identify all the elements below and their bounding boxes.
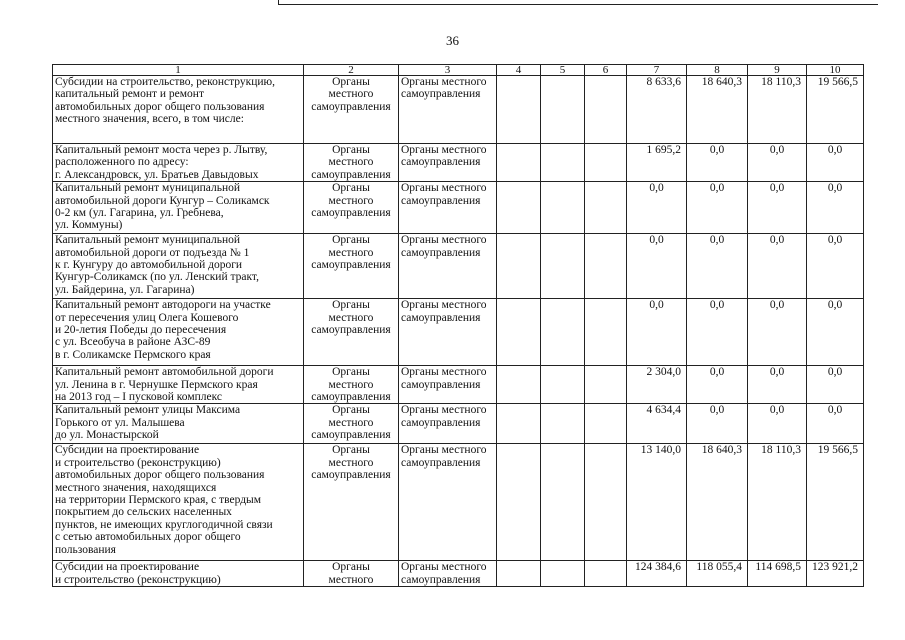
item-name-cell-line: пунктов, не имеющих круглогодичной связи	[55, 518, 273, 531]
empty-cell	[497, 444, 541, 561]
value-cell-v8: 0,0	[687, 234, 748, 299]
empty-cell	[585, 299, 627, 366]
value-cell-v9: 0,0	[748, 182, 807, 234]
value-cell-v7: 13 140,0	[627, 444, 687, 561]
recipient-cell-line: Органы местного	[401, 561, 487, 574]
item-name-cell-line: автомобильных дорог общего пользования	[55, 100, 265, 113]
item-name-cell-line: к г. Кунгуру до автомобильной дороги	[55, 259, 243, 272]
empty-cell	[541, 444, 585, 561]
item-name-cell-line: автомобильных дорог общего пользования	[55, 469, 265, 482]
recipient-cell-line: Органы местного	[401, 182, 487, 195]
empty-cell	[497, 299, 541, 366]
executor-cell-line: Органы	[332, 366, 370, 379]
header-cell: 4	[497, 65, 541, 76]
item-name-cell-line: и 20-летия Победы до пересечения	[55, 324, 227, 337]
executor-cell-line: самоуправления	[311, 324, 391, 337]
executor-cell-line: самоуправления	[311, 391, 391, 404]
value-cell-v8: 18 640,3	[687, 76, 748, 144]
value-cell-v10: 0,0	[807, 182, 864, 234]
header-row	[53, 65, 864, 76]
empty-cell	[497, 404, 541, 444]
recipient-cell-line: самоуправления	[401, 88, 481, 101]
item-name-cell-line: пользования	[55, 543, 116, 556]
header-cell: 9	[748, 65, 807, 76]
recipient-cell	[399, 366, 497, 404]
value-cell-v7: 0,0	[627, 299, 687, 366]
header-cell: 1	[53, 65, 304, 76]
empty-cell	[497, 182, 541, 234]
executor-cell-line: местного	[328, 246, 374, 259]
item-name-cell-line: капитальный ремонт и ремонт	[55, 88, 204, 101]
executor-cell	[304, 182, 399, 234]
executor-cell-line: самоуправления	[311, 469, 391, 482]
item-name-cell-line: местного значения, всего, в том числе:	[55, 113, 244, 126]
executor-cell-line: местного	[328, 378, 374, 391]
item-name-cell-line: ул. Коммуны)	[55, 219, 123, 232]
empty-cell	[497, 366, 541, 404]
item-name-cell	[53, 561, 304, 587]
item-name-cell-line: с сетью автомобильных дорог общего	[55, 531, 241, 544]
empty-cell	[497, 144, 541, 182]
recipient-cell	[399, 144, 497, 182]
recipient-cell-line: Органы местного	[401, 234, 487, 247]
header-cell: 3	[399, 65, 497, 76]
empty-cell	[585, 366, 627, 404]
executor-cell	[304, 444, 399, 561]
recipient-cell-line: самоуправления	[401, 311, 481, 324]
recipient-cell	[399, 76, 497, 144]
recipient-cell	[399, 299, 497, 366]
recipient-cell-line: самоуправления	[401, 378, 481, 391]
empty-cell	[541, 234, 585, 299]
item-name-cell-line: Капитальный ремонт моста через р. Лытву,	[55, 144, 268, 156]
executor-cell	[304, 144, 399, 182]
empty-cell	[497, 234, 541, 299]
executor-cell-line: Органы	[332, 182, 370, 195]
recipient-cell-line: Органы местного	[401, 299, 487, 312]
recipient-cell-line: самоуправления	[401, 246, 481, 259]
executor-cell-line: местного	[328, 311, 374, 324]
header-cell: 7	[627, 65, 687, 76]
table-row	[53, 182, 864, 234]
value-cell-v8: 18 640,3	[687, 444, 748, 561]
header-cell: 8	[687, 65, 748, 76]
recipient-cell-line: самоуправления	[401, 456, 481, 469]
executor-cell-line: местного	[328, 573, 374, 586]
table-row	[53, 444, 864, 561]
value-cell-v7: 0,0	[627, 234, 687, 299]
empty-cell	[585, 234, 627, 299]
empty-cell	[585, 561, 627, 587]
value-cell-v9: 0,0	[748, 404, 807, 444]
item-name-cell-line: с ул. Всеобуча в районе АЗС-89	[55, 336, 211, 349]
header-cell: 5	[541, 65, 585, 76]
executor-cell-line: Органы	[332, 299, 370, 312]
empty-cell	[585, 444, 627, 561]
executor-cell	[304, 234, 399, 299]
executor-cell-line: местного	[328, 88, 374, 101]
recipient-cell	[399, 182, 497, 234]
item-name-cell-line: и строительство (реконструкцию)	[55, 456, 221, 469]
item-name-cell-line: Капитальный ремонт автомобильной дороги	[55, 366, 274, 379]
item-name-cell-line: на территории Пермского края, с твердым	[55, 494, 262, 507]
item-name-cell-line: от пересечения улиц Олега Кошевого	[55, 311, 239, 324]
item-name-cell	[53, 366, 304, 404]
value-cell-v10: 0,0	[807, 234, 864, 299]
value-cell-v9: 0,0	[748, 144, 807, 182]
item-name-cell	[53, 144, 304, 182]
value-cell-v9: 0,0	[748, 234, 807, 299]
value-cell-v7: 4 634,4	[627, 404, 687, 444]
executor-cell-line: Органы	[332, 404, 370, 417]
recipient-cell-line: Органы местного	[401, 144, 487, 156]
empty-cell	[541, 76, 585, 144]
recipient-cell-line: Органы местного	[401, 404, 487, 417]
item-name-cell-line: Капитальный ремонт муниципальной	[55, 234, 241, 247]
executor-cell-line: местного	[328, 456, 374, 469]
recipient-cell-line: самоуправления	[401, 416, 481, 429]
executor-cell-line: Органы	[332, 144, 370, 156]
value-cell-v10: 0,0	[807, 366, 864, 404]
item-name-cell-line: ул. Ленина в г. Чернушке Пермского края	[55, 378, 258, 391]
executor-cell	[304, 76, 399, 144]
empty-cell	[585, 76, 627, 144]
executor-cell	[304, 366, 399, 404]
recipient-cell-line: самоуправления	[401, 194, 481, 207]
executor-cell-line: Органы	[332, 561, 370, 574]
value-cell-v9: 18 110,3	[748, 76, 807, 144]
executor-cell-line: Органы	[332, 444, 370, 457]
header-cell: 6	[585, 65, 627, 76]
item-name-cell-line: на 2013 год – I пусковой комплекс	[55, 391, 223, 404]
value-cell-v10: 0,0	[807, 144, 864, 182]
executor-cell	[304, 299, 399, 366]
value-cell-v8: 0,0	[687, 404, 748, 444]
empty-cell	[585, 404, 627, 444]
empty-cell	[541, 404, 585, 444]
item-name-cell	[53, 76, 304, 144]
executor-cell-line: местного	[328, 156, 374, 169]
empty-cell	[497, 76, 541, 144]
value-cell-v7: 1 695,2	[627, 144, 687, 182]
value-cell-v9: 114 698,5	[748, 561, 807, 587]
recipient-cell-line: Органы местного	[401, 76, 487, 88]
value-cell-v8: 0,0	[687, 366, 748, 404]
item-name-cell-line: местного значения, находящихся	[55, 481, 217, 494]
empty-cell	[497, 561, 541, 587]
page-number: 36	[446, 33, 459, 48]
table-row	[53, 76, 864, 144]
item-name-cell-line: Капитальный ремонт улицы Максима	[55, 404, 241, 417]
value-cell-v8: 0,0	[687, 299, 748, 366]
recipient-cell	[399, 444, 497, 561]
executor-cell-line: самоуправления	[311, 259, 391, 272]
value-cell-v7: 124 384,6	[627, 561, 687, 587]
empty-cell	[541, 182, 585, 234]
value-cell-v9: 18 110,3	[748, 444, 807, 561]
recipient-cell-line: самоуправления	[401, 573, 481, 586]
item-name-cell	[53, 404, 304, 444]
item-name-cell	[53, 444, 304, 561]
item-name-cell	[53, 234, 304, 299]
value-cell-v8: 118 055,4	[687, 561, 748, 587]
table-row	[53, 404, 864, 444]
item-name-cell-line: Субсидии на проектирование	[55, 444, 200, 457]
value-cell-v8: 0,0	[687, 182, 748, 234]
item-name-cell-line: Кунгур-Соликамск (по ул. Ленский тракт,	[55, 271, 259, 284]
empty-cell	[541, 561, 585, 587]
recipient-cell-line: самоуправления	[401, 156, 481, 169]
recipient-cell	[399, 404, 497, 444]
executor-cell-line: самоуправления	[311, 207, 391, 220]
table-row	[53, 561, 864, 587]
value-cell-v10: 0,0	[807, 404, 864, 444]
table-body	[53, 65, 864, 587]
executor-cell	[304, 404, 399, 444]
table-row	[53, 366, 864, 404]
empty-cell	[541, 366, 585, 404]
item-name-cell-line: Капитальный ремонт автодороги на участке	[55, 299, 271, 312]
table-row	[53, 144, 864, 182]
item-name-cell-line: в г. Соликамске Пермского края	[55, 348, 211, 361]
value-cell-v9: 0,0	[748, 366, 807, 404]
recipient-cell-line: Органы местного	[401, 444, 487, 457]
budget-table	[52, 64, 864, 587]
recipient-cell	[399, 234, 497, 299]
executor-cell-line: местного	[328, 416, 374, 429]
executor-cell-line: самоуправления	[311, 168, 391, 181]
item-name-cell-line: до ул. Монастырской	[55, 429, 159, 442]
recipient-cell	[399, 561, 497, 587]
item-name-cell-line: ул. Байдерина, ул. Гагарина)	[55, 283, 195, 296]
value-cell-v7: 8 633,6	[627, 76, 687, 144]
value-cell-v10: 19 566,5	[807, 76, 864, 144]
executor-cell-line: Органы	[332, 76, 370, 88]
value-cell-v10: 0,0	[807, 299, 864, 366]
recipient-cell-line: Органы местного	[401, 366, 487, 379]
table-row	[53, 234, 864, 299]
executor-cell	[304, 561, 399, 587]
table-row	[53, 299, 864, 366]
value-cell-v8: 0,0	[687, 144, 748, 182]
item-name-cell-line: расположенного по адресу:	[55, 156, 189, 169]
empty-cell	[585, 144, 627, 182]
value-cell-v7: 2 304,0	[627, 366, 687, 404]
item-name-cell-line: г. Александровск, ул. Братьев Давыдовых	[55, 168, 259, 181]
item-name-cell-line: покрытием до сельских населенных	[55, 506, 232, 519]
header-cell: 10	[807, 65, 864, 76]
item-name-cell-line: Горького от ул. Малышева	[55, 416, 185, 429]
item-name-cell-line: 0-2 км (ул. Гагарина, ул. Гребнева,	[55, 207, 224, 220]
item-name-cell	[53, 182, 304, 234]
value-cell-v10: 123 921,2	[807, 561, 864, 587]
value-cell-v7: 0,0	[627, 182, 687, 234]
executor-cell-line: местного	[328, 194, 374, 207]
executor-cell-line: самоуправления	[311, 429, 391, 442]
item-name-cell	[53, 299, 304, 366]
executor-cell-line: самоуправления	[311, 100, 391, 113]
item-name-cell-line: Капитальный ремонт муниципальной	[55, 182, 241, 195]
executor-cell-line: Органы	[332, 234, 370, 247]
item-name-cell-line: Субсидии на проектирование	[55, 561, 200, 574]
value-cell-v9: 0,0	[748, 299, 807, 366]
item-name-cell-line: и строительство (реконструкцию)	[55, 573, 221, 586]
header-cell: 2	[304, 65, 399, 76]
empty-cell	[541, 299, 585, 366]
item-name-cell-line: автомобильной дороги от подъезда № 1	[55, 246, 250, 259]
item-name-cell-line: автомобильной дороги Кунгур – Соликамск	[55, 194, 270, 207]
item-name-cell-line: Субсидии на строительство, реконструкцию,	[55, 76, 276, 88]
value-cell-v10: 19 566,5	[807, 444, 864, 561]
top-border-line	[278, 4, 878, 5]
empty-cell	[541, 144, 585, 182]
empty-cell	[585, 182, 627, 234]
